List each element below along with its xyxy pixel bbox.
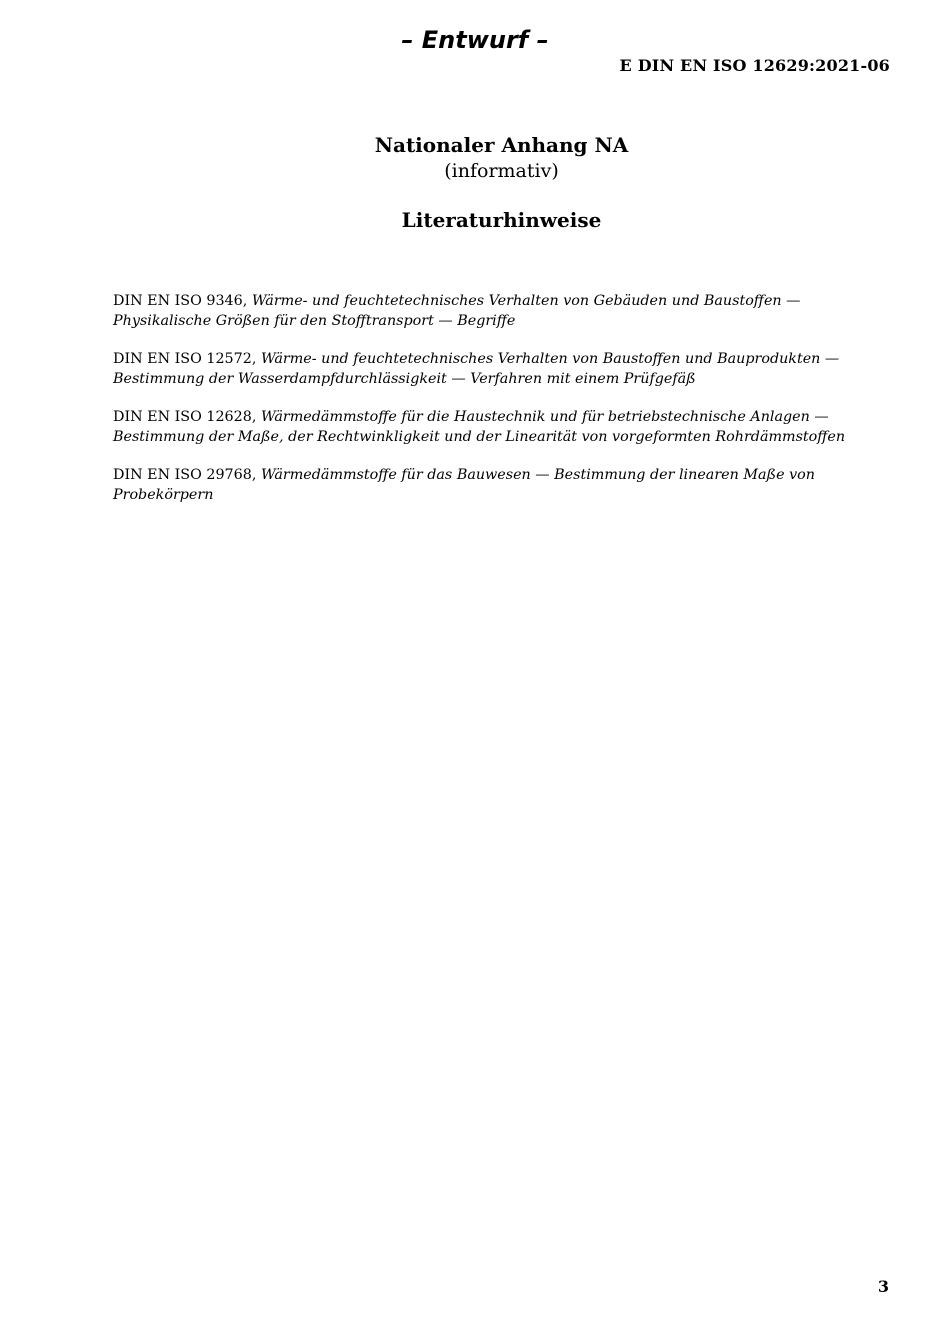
reference-item [113,465,893,505]
reference-item [113,291,893,331]
reference-item [113,407,893,447]
reference-code: DIN EN ISO 29768, [113,467,257,483]
reference-title: Wärmedämmstoffe für die Haustechnik und für betriebstechnische Anlagen — Bestimmung der Maße, der Rechtwinkligkeit und der Linearität von vorgeformten Rohrdämmstoffen [113,409,846,445]
section-title: Literaturhinweise [401,208,602,232]
draft-mark: – Entwurf – [401,26,549,54]
reference-list [113,291,893,523]
annex-subtitle: (informativ) [444,160,559,182]
reference-code: DIN EN ISO 12628, [113,409,257,425]
reference-title: Wärmedämmstoffe für das Bauwesen — Bestimmung der linearen Maße von Probekörpern [113,467,815,503]
annex-title: Nationaler Anhang NA [374,133,629,157]
reference-code: DIN EN ISO 9346, [113,293,248,309]
reference-item [113,349,893,389]
reference-title: Wärme- und feuchtetechnisches Verhalten von Baustoffen und Bauprodukten — Bestimmung der Wasserdampfdurchlässigkeit — Verfahren mit einem Prüfgefäß [113,351,840,387]
page-number: 3 [877,1277,889,1296]
document-id: E DIN EN ISO 12629:2021-06 [619,56,890,75]
reference-code: DIN EN ISO 12572, [113,351,257,367]
reference-title: Wärme- und feuchtetechnisches Verhalten von Gebäuden und Baustoffen — Physikalische Größen für den Stofftransport — Begriffe [113,293,801,329]
